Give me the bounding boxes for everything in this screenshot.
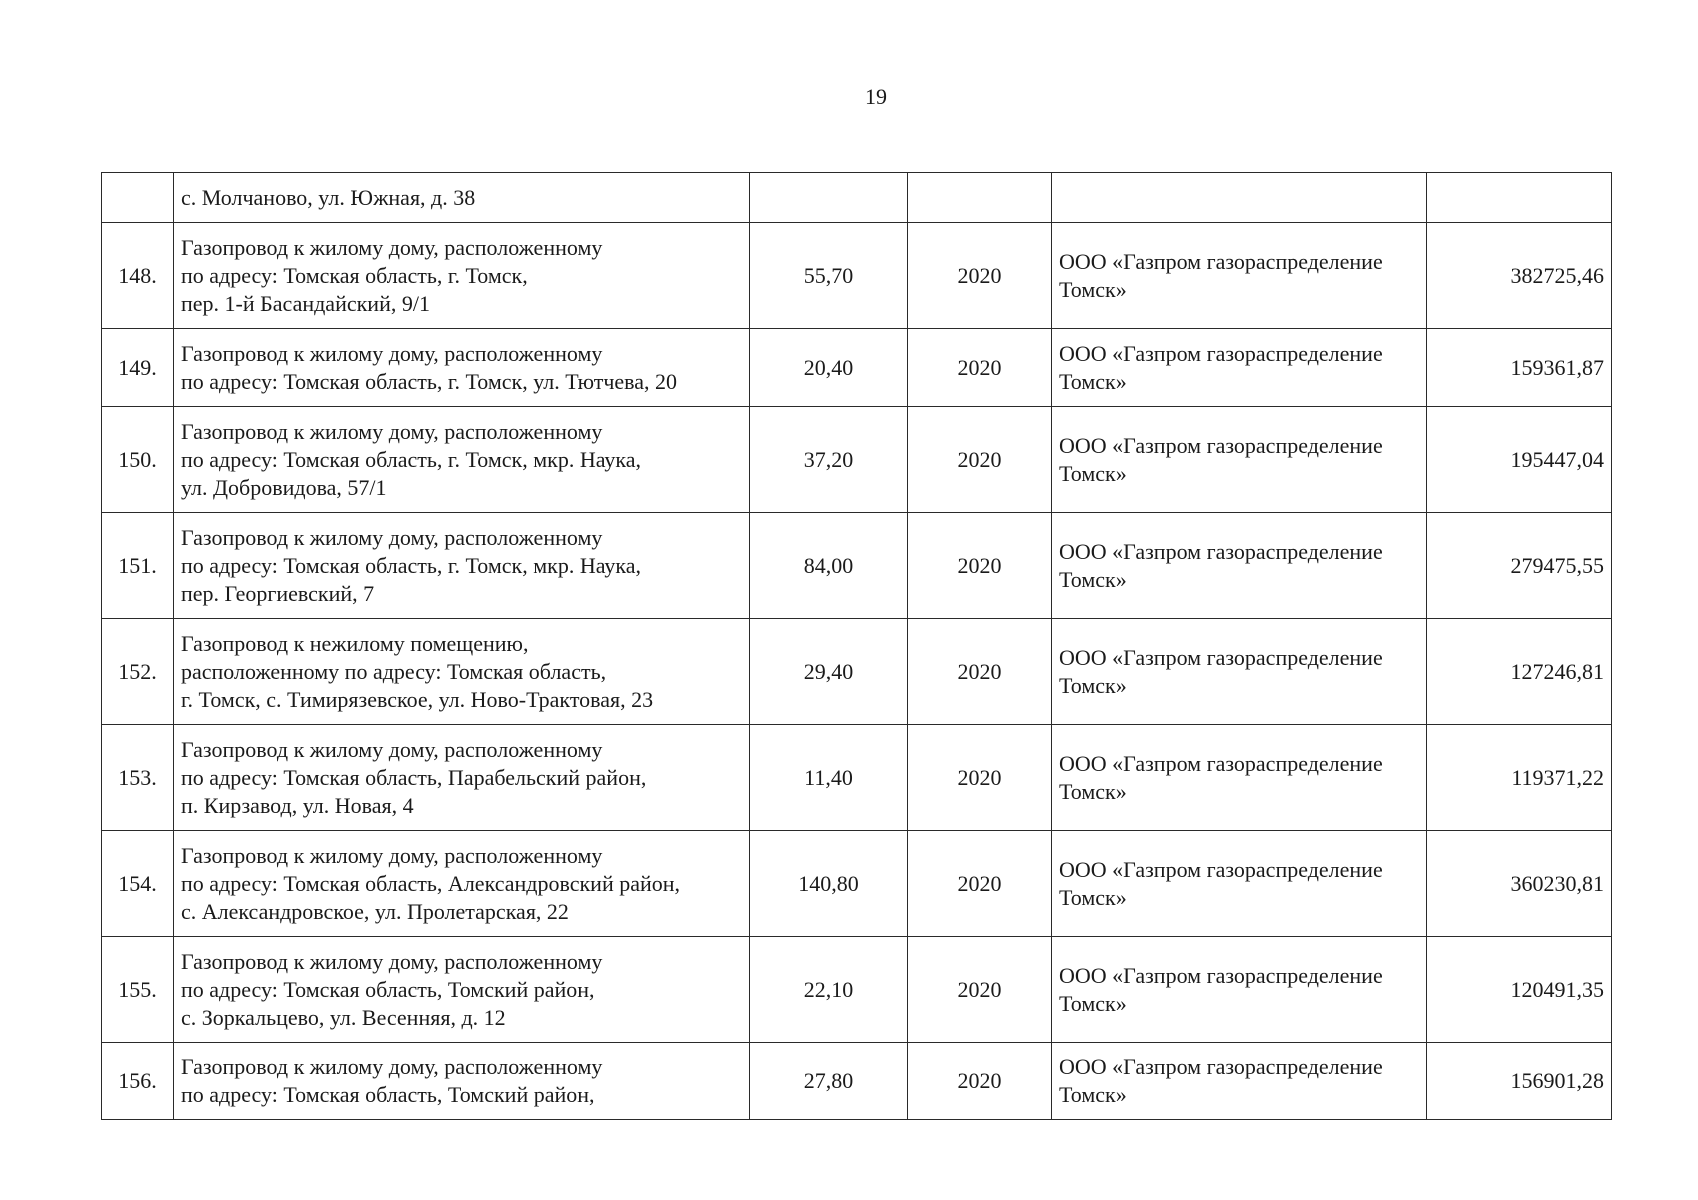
row-number-cell: 155. [102, 937, 174, 1043]
table-row [102, 329, 1612, 407]
year-cell: 2020 [908, 619, 1052, 725]
object-name-line: Газопровод к жилому дому, расположенному [181, 1054, 603, 1079]
object-name-cell [174, 831, 750, 937]
cost-cell [1427, 173, 1612, 223]
cost-cell: 159361,87 [1427, 329, 1612, 407]
cost-cell: 120491,35 [1427, 937, 1612, 1043]
organization-cell [1052, 725, 1427, 831]
object-name-line: Газопровод к жилому дому, расположенному [181, 736, 603, 762]
organization-line: ООО «Газпром газораспределение [1059, 644, 1383, 670]
table-row [102, 937, 1612, 1043]
organization-cell [1052, 937, 1427, 1043]
year-cell: 2020 [908, 725, 1052, 831]
object-name-line: по адресу: Томская область, г. Томск, ул. Тютчева, 20 [181, 368, 678, 394]
row-number-cell: 148. [102, 223, 174, 329]
organization-cell [1052, 407, 1427, 513]
cost-cell: 279475,55 [1427, 513, 1612, 619]
length-cell [750, 173, 908, 223]
length-cell: 55,70 [750, 223, 908, 329]
organization-line: Томск» [1059, 460, 1127, 486]
organization-line: ООО «Газпром газораспределение [1059, 538, 1383, 564]
object-name-cell [174, 407, 750, 513]
object-name-line: Газопровод к нежилому помещению, [181, 630, 529, 656]
row-number-cell: 156. [102, 1043, 174, 1120]
object-name-line: с. Александровское, ул. Пролетарская, 22 [181, 898, 569, 924]
table-row [102, 619, 1612, 725]
registry-table [101, 172, 1612, 1120]
object-name-line: Газопровод к жилому дому, расположенному [181, 524, 603, 550]
organization-line: Томск» [1059, 778, 1127, 804]
table-row [102, 725, 1612, 831]
table-row [102, 223, 1612, 329]
row-number-cell: 151. [102, 513, 174, 619]
object-name-line: г. Томск, с. Тимирязевское, ул. Ново-Трактовая, 23 [181, 686, 654, 712]
row-number-cell: 149. [102, 329, 174, 407]
organization-line: ООО «Газпром газораспределение [1059, 432, 1383, 458]
length-cell: 20,40 [750, 329, 908, 407]
organization-cell [1052, 223, 1427, 329]
organization-line: Томск» [1059, 276, 1127, 302]
object-name-line: с. Зоркальцево, ул. Весенняя, д. 12 [181, 1004, 506, 1030]
organization-cell [1052, 1043, 1427, 1120]
length-cell: 11,40 [750, 725, 908, 831]
organization-line: Томск» [1059, 368, 1127, 394]
object-name-line: ул. Добровидова, 57/1 [181, 474, 387, 500]
year-cell: 2020 [908, 831, 1052, 937]
year-cell: 2020 [908, 407, 1052, 513]
table-row [102, 513, 1612, 619]
object-name-line: по адресу: Томская область, г. Томск, мкр. Наука, [181, 446, 641, 472]
object-name-cell [174, 173, 750, 223]
table-row [102, 173, 1612, 223]
table-row [102, 831, 1612, 937]
organization-line: Томск» [1059, 566, 1127, 592]
page-number: 19 [865, 84, 887, 109]
organization-cell [1052, 513, 1427, 619]
cost-cell: 360230,81 [1427, 831, 1612, 937]
length-cell: 140,80 [750, 831, 908, 937]
cost-cell: 195447,04 [1427, 407, 1612, 513]
organization-line: ООО «Газпром газораспределение [1059, 340, 1383, 366]
object-name-cell [174, 619, 750, 725]
object-name-line: Газопровод к жилому дому, расположенному [181, 948, 603, 974]
length-cell: 29,40 [750, 619, 908, 725]
year-cell: 2020 [908, 329, 1052, 407]
object-name-cell [174, 725, 750, 831]
object-name-cell [174, 329, 750, 407]
length-cell: 22,10 [750, 937, 908, 1043]
year-cell: 2020 [908, 223, 1052, 329]
year-cell: 2020 [908, 1043, 1052, 1120]
object-name-cell [174, 513, 750, 619]
object-name-line: Газопровод к жилому дому, расположенному [181, 418, 603, 444]
object-name-line: Газопровод к жилому дому, расположенному [181, 234, 603, 260]
object-name-cell [174, 937, 750, 1043]
cost-cell: 119371,22 [1427, 725, 1612, 831]
object-name-line: по адресу: Томская область, г. Томск, мкр. Наука, [181, 552, 641, 578]
organization-line: ООО «Газпром газораспределение [1059, 248, 1383, 274]
object-name-line: пер. 1-й Басандайский, 9/1 [181, 290, 430, 316]
length-cell: 27,80 [750, 1043, 908, 1120]
cost-cell: 382725,46 [1427, 223, 1612, 329]
length-cell: 37,20 [750, 407, 908, 513]
object-name-cell [174, 1043, 750, 1120]
organization-line: ООО «Газпром газораспределение [1059, 856, 1383, 882]
organization-cell [1052, 329, 1427, 407]
object-name-cell [174, 223, 750, 329]
object-name-line: по адресу: Томская область, Александровский район, [181, 870, 681, 896]
row-number-cell: 154. [102, 831, 174, 937]
organization-line: ООО «Газпром газораспределение [1059, 1054, 1383, 1079]
organization-cell [1052, 173, 1427, 223]
cost-cell: 156901,28 [1427, 1043, 1612, 1120]
object-name-line: по адресу: Томская область, Томский район, [181, 1082, 595, 1107]
row-number-cell: 153. [102, 725, 174, 831]
row-number-cell: 150. [102, 407, 174, 513]
object-name-line: расположенному по адресу: Томская область, [181, 658, 607, 684]
row-number-cell [102, 173, 174, 223]
object-name-line: п. Кирзавод, ул. Новая, 4 [181, 792, 414, 818]
year-cell: 2020 [908, 513, 1052, 619]
year-cell: 2020 [908, 937, 1052, 1043]
object-name-line: по адресу: Томская область, Парабельский район, [181, 764, 647, 790]
cost-cell: 127246,81 [1427, 619, 1612, 725]
object-name-line: с. Молчаново, ул. Южная, д. 38 [181, 184, 476, 210]
organization-line: Томск» [1059, 884, 1127, 910]
organization-line: Томск» [1059, 672, 1127, 698]
organization-cell [1052, 619, 1427, 725]
object-name-line: по адресу: Томская область, г. Томск, [181, 262, 528, 288]
year-cell [908, 173, 1052, 223]
table-row [102, 1043, 1612, 1120]
object-name-line: Газопровод к жилому дому, расположенному [181, 340, 603, 366]
organization-line: Томск» [1059, 1082, 1127, 1107]
table-row [102, 407, 1612, 513]
organization-line: ООО «Газпром газораспределение [1059, 962, 1383, 988]
object-name-line: Газопровод к жилому дому, расположенному [181, 842, 603, 868]
organization-line: Томск» [1059, 990, 1127, 1016]
organization-line: ООО «Газпром газораспределение [1059, 750, 1383, 776]
row-number-cell: 152. [102, 619, 174, 725]
length-cell: 84,00 [750, 513, 908, 619]
object-name-line: по адресу: Томская область, Томский район, [181, 976, 595, 1002]
organization-cell [1052, 831, 1427, 937]
object-name-line: пер. Георгиевский, 7 [181, 580, 375, 606]
